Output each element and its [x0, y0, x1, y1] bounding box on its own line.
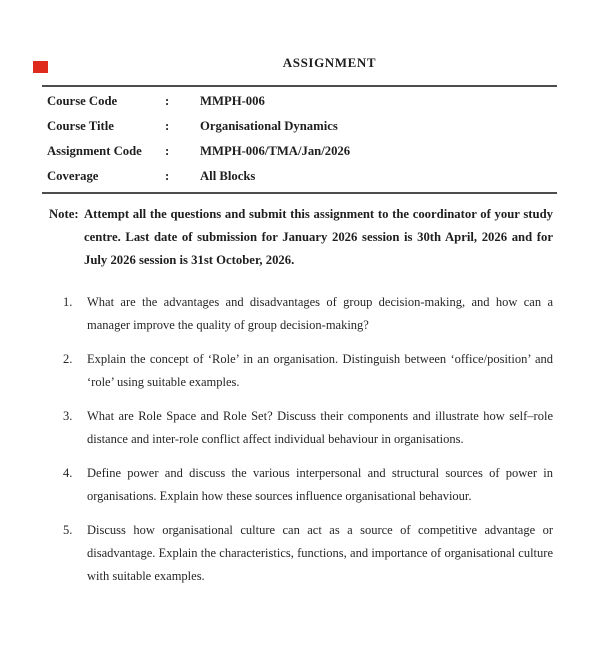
- assignment-document-page: [0, 54, 600, 654]
- table-row-course-code: [42, 89, 557, 114]
- page-title: ASSIGNMENT: [282, 55, 377, 70]
- course-code-value: MMPH-006: [200, 94, 265, 108]
- question-3-number: 3.: [63, 409, 73, 423]
- question-2-text: Explain the concept of ‘Role’ in an organisation. Distinguish between ‘office/position’ and ‘role’ using suitable examples.: [87, 352, 553, 389]
- table-row-assignment-code: [42, 139, 557, 164]
- red-corner-marker: [33, 61, 48, 73]
- question-1-text: What are the advantages and disadvantages of group decision-making, and how can a manager improve the quality of group decision-making?: [87, 295, 553, 332]
- separator-colon: :: [165, 169, 170, 183]
- separator-colon: :: [165, 94, 170, 108]
- question-4-number: 4.: [63, 466, 73, 480]
- separator-colon: :: [165, 119, 170, 133]
- question-3: [42, 405, 557, 451]
- note-text: Attempt all the questions and submit this assignment to the coordinator of your study centre. Last date of submission for January 2026 session is 30th April, 2026 and for July 2026 session is 31st October, 2026.: [84, 207, 553, 267]
- question-5-number: 5.: [63, 523, 73, 537]
- note-label: Note:: [49, 207, 79, 221]
- question-4-text: Define power and discuss the various interpersonal and structural sources of power in organisations. Explain how these sources influence organisational behaviour.: [87, 466, 553, 503]
- question-1-number: 1.: [63, 295, 73, 309]
- question-5: [42, 519, 557, 588]
- course-code-label: Course Code: [47, 94, 118, 108]
- table-row-course-title: [42, 114, 557, 139]
- course-title-label: Course Title: [47, 119, 114, 133]
- submission-note: [42, 203, 557, 272]
- question-2: [42, 348, 557, 394]
- assignment-code-label: Assignment Code: [47, 144, 142, 158]
- course-info-table: [42, 85, 557, 194]
- question-list: [42, 291, 557, 588]
- question-2-number: 2.: [63, 352, 73, 366]
- question-5-text: Discuss how organisational culture can act as a source of competitive advantage or disadvantage. Explain the characteristics, functions, and importance of organisational culture with suitable examples.: [87, 523, 553, 583]
- table-row-coverage: [42, 164, 557, 189]
- course-title-value: Organisational Dynamics: [200, 119, 338, 133]
- coverage-value: All Blocks: [200, 169, 256, 183]
- document-body: [0, 54, 600, 588]
- question-4: [42, 462, 557, 508]
- assignment-code-value: MMPH-006/TMA/Jan/2026: [200, 144, 351, 158]
- question-1: [42, 291, 557, 337]
- separator-colon: :: [165, 144, 170, 158]
- coverage-label: Coverage: [47, 169, 99, 183]
- question-3-text: What are Role Space and Role Set? Discuss their components and illustrate how self–role distance and inter-role conflict affect individual behaviour in organisations.: [87, 409, 553, 446]
